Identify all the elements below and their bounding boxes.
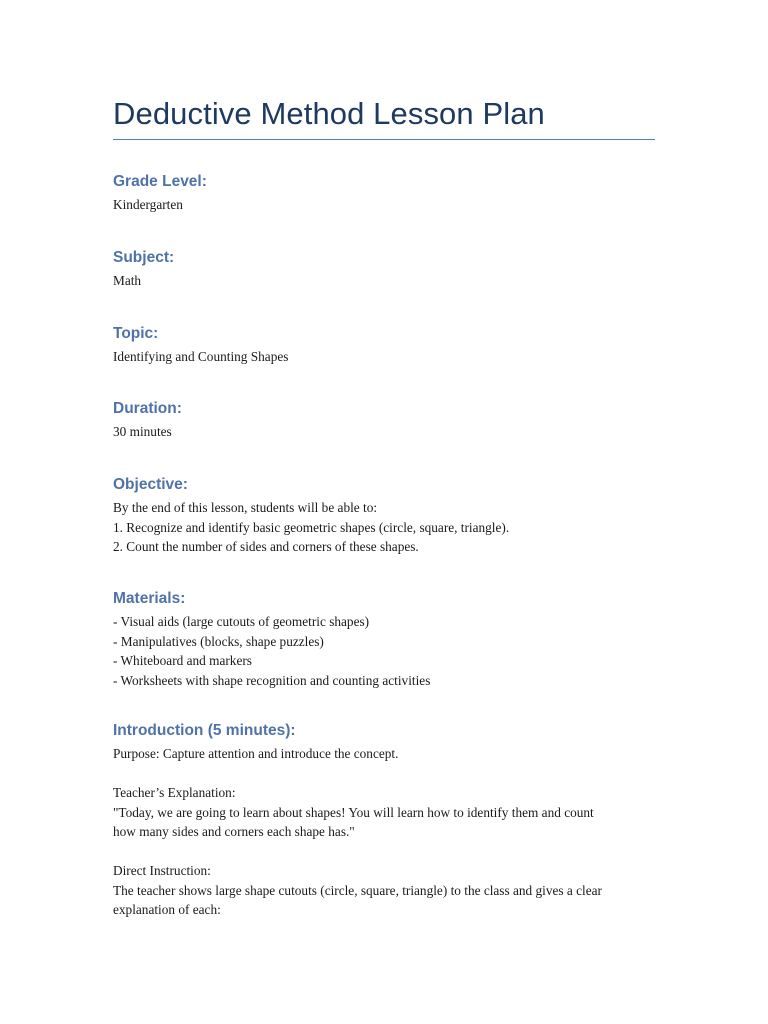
materials-item: - Whiteboard and markers bbox=[113, 653, 252, 668]
materials-item: - Visual aids (large cutouts of geometric shapes) bbox=[113, 614, 370, 629]
section-text: Kindergarten bbox=[113, 197, 183, 212]
section-text: 30 minutes bbox=[113, 424, 172, 439]
title-divider bbox=[113, 139, 655, 140]
section-heading: Grade Level: bbox=[113, 173, 207, 190]
section-duration bbox=[113, 399, 658, 442]
materials-item: - Worksheets with shape recognition and counting activities bbox=[113, 672, 431, 688]
section-text: Identifying and Counting Shapes bbox=[113, 349, 289, 364]
section-heading: Topic: bbox=[113, 325, 159, 342]
section-heading: Materials: bbox=[113, 590, 186, 607]
section-introduction bbox=[113, 721, 658, 920]
teacher-explanation-quote: how many sides and corners each shape has." bbox=[113, 824, 355, 839]
direct-instruction-text: The teacher shows large shape cutouts (circle, square, triangle) to the class and gives a clear bbox=[113, 882, 602, 898]
teacher-explanation-label: Teacher’s Explanation: bbox=[113, 785, 236, 800]
section-text: By the end of this lesson, students will be able to: bbox=[113, 500, 378, 515]
materials-item: - Manipulatives (blocks, shape puzzles) bbox=[113, 633, 324, 649]
section-topic bbox=[113, 324, 658, 367]
section-objective bbox=[113, 475, 658, 557]
document-title: Deductive Method Lesson Plan bbox=[113, 96, 545, 131]
introduction-purpose: Purpose: Capture attention and introduce the concept. bbox=[113, 746, 399, 761]
section-heading: Objective: bbox=[113, 476, 188, 493]
objective-item: 1. Recognize and identify basic geometric shapes (circle, square, triangle). bbox=[113, 519, 510, 535]
objective-item: 2. Count the number of sides and corners of these shapes. bbox=[113, 539, 419, 554]
section-heading: Subject: bbox=[113, 249, 175, 266]
blank-line bbox=[113, 842, 658, 862]
teacher-explanation-quote: "Today, we are going to learn about shapes! You will learn how to identify them and count bbox=[113, 804, 594, 820]
section-heading: Introduction (5 minutes): bbox=[113, 722, 296, 739]
section-subject bbox=[113, 248, 658, 291]
direct-instruction-label: Direct Instruction: bbox=[113, 863, 211, 878]
direct-instruction-text: explanation of each: bbox=[113, 902, 221, 917]
blank-line bbox=[113, 764, 658, 784]
section-text: Math bbox=[113, 273, 142, 288]
section-materials bbox=[113, 589, 658, 690]
section-heading: Duration: bbox=[113, 400, 182, 417]
section-grade-level bbox=[113, 172, 658, 215]
